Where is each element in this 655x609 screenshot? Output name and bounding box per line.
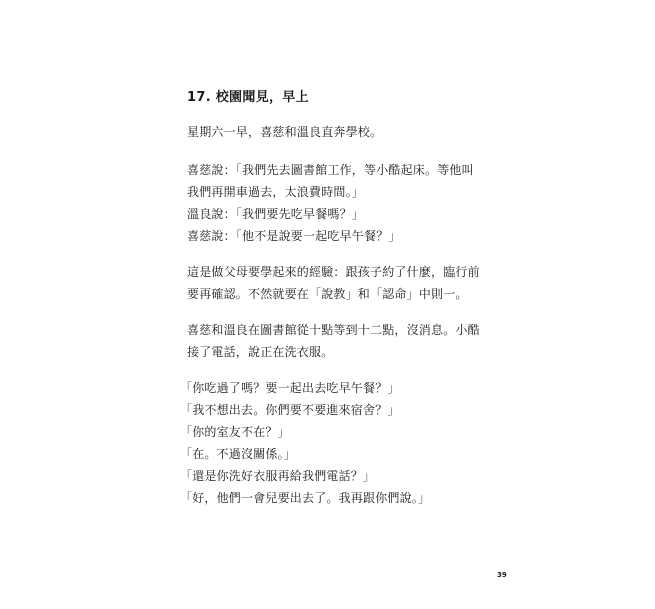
text-line: 「在。不過沒關係。」 [180, 447, 297, 461]
text-line: 星期六一早，喜慈和溫良直奔學校。 [187, 125, 383, 139]
chapter-title: 17. 校園聞見，早上 [187, 90, 309, 105]
text-line: 「還是你洗好衣服再給我們電話？」 [180, 469, 376, 483]
text-line: 「你吃過了嗎？要一起出去吃早午餐？」 [180, 381, 400, 395]
text-line: 「我不想出去。你們要不要進來宿舍？」 [180, 403, 400, 417]
page-number: 39 [497, 571, 507, 579]
text-line: 「好，他們一會兒要出去了。我再跟你們說。」 [180, 491, 431, 505]
text-line: 要再確認。不然就要在「說教」和「認命」中則一。 [187, 287, 468, 301]
text-line: 這是做父母要學起來的經驗：跟孩子約了什麼，臨行前 [187, 265, 480, 279]
text-line: 「你的室友不在？」 [180, 425, 290, 439]
text-line: 喜慈說：「我們先去圖書館工作，等小酷起床。等他叫 [187, 163, 474, 177]
text-line: 接了電話，說正在洗衣服。 [187, 345, 334, 359]
text-line: 喜慈和溫良在圖書館從十點等到十二點，沒消息。小酷 [187, 323, 480, 337]
text-line: 喜慈說：「他不是說要一起吃早午餐？」 [187, 229, 401, 243]
text-line: 我們再開車過去，太浪費時間。」 [187, 185, 365, 199]
text-line: 溫良說：「我們要先吃早餐嗎？」 [187, 207, 365, 221]
